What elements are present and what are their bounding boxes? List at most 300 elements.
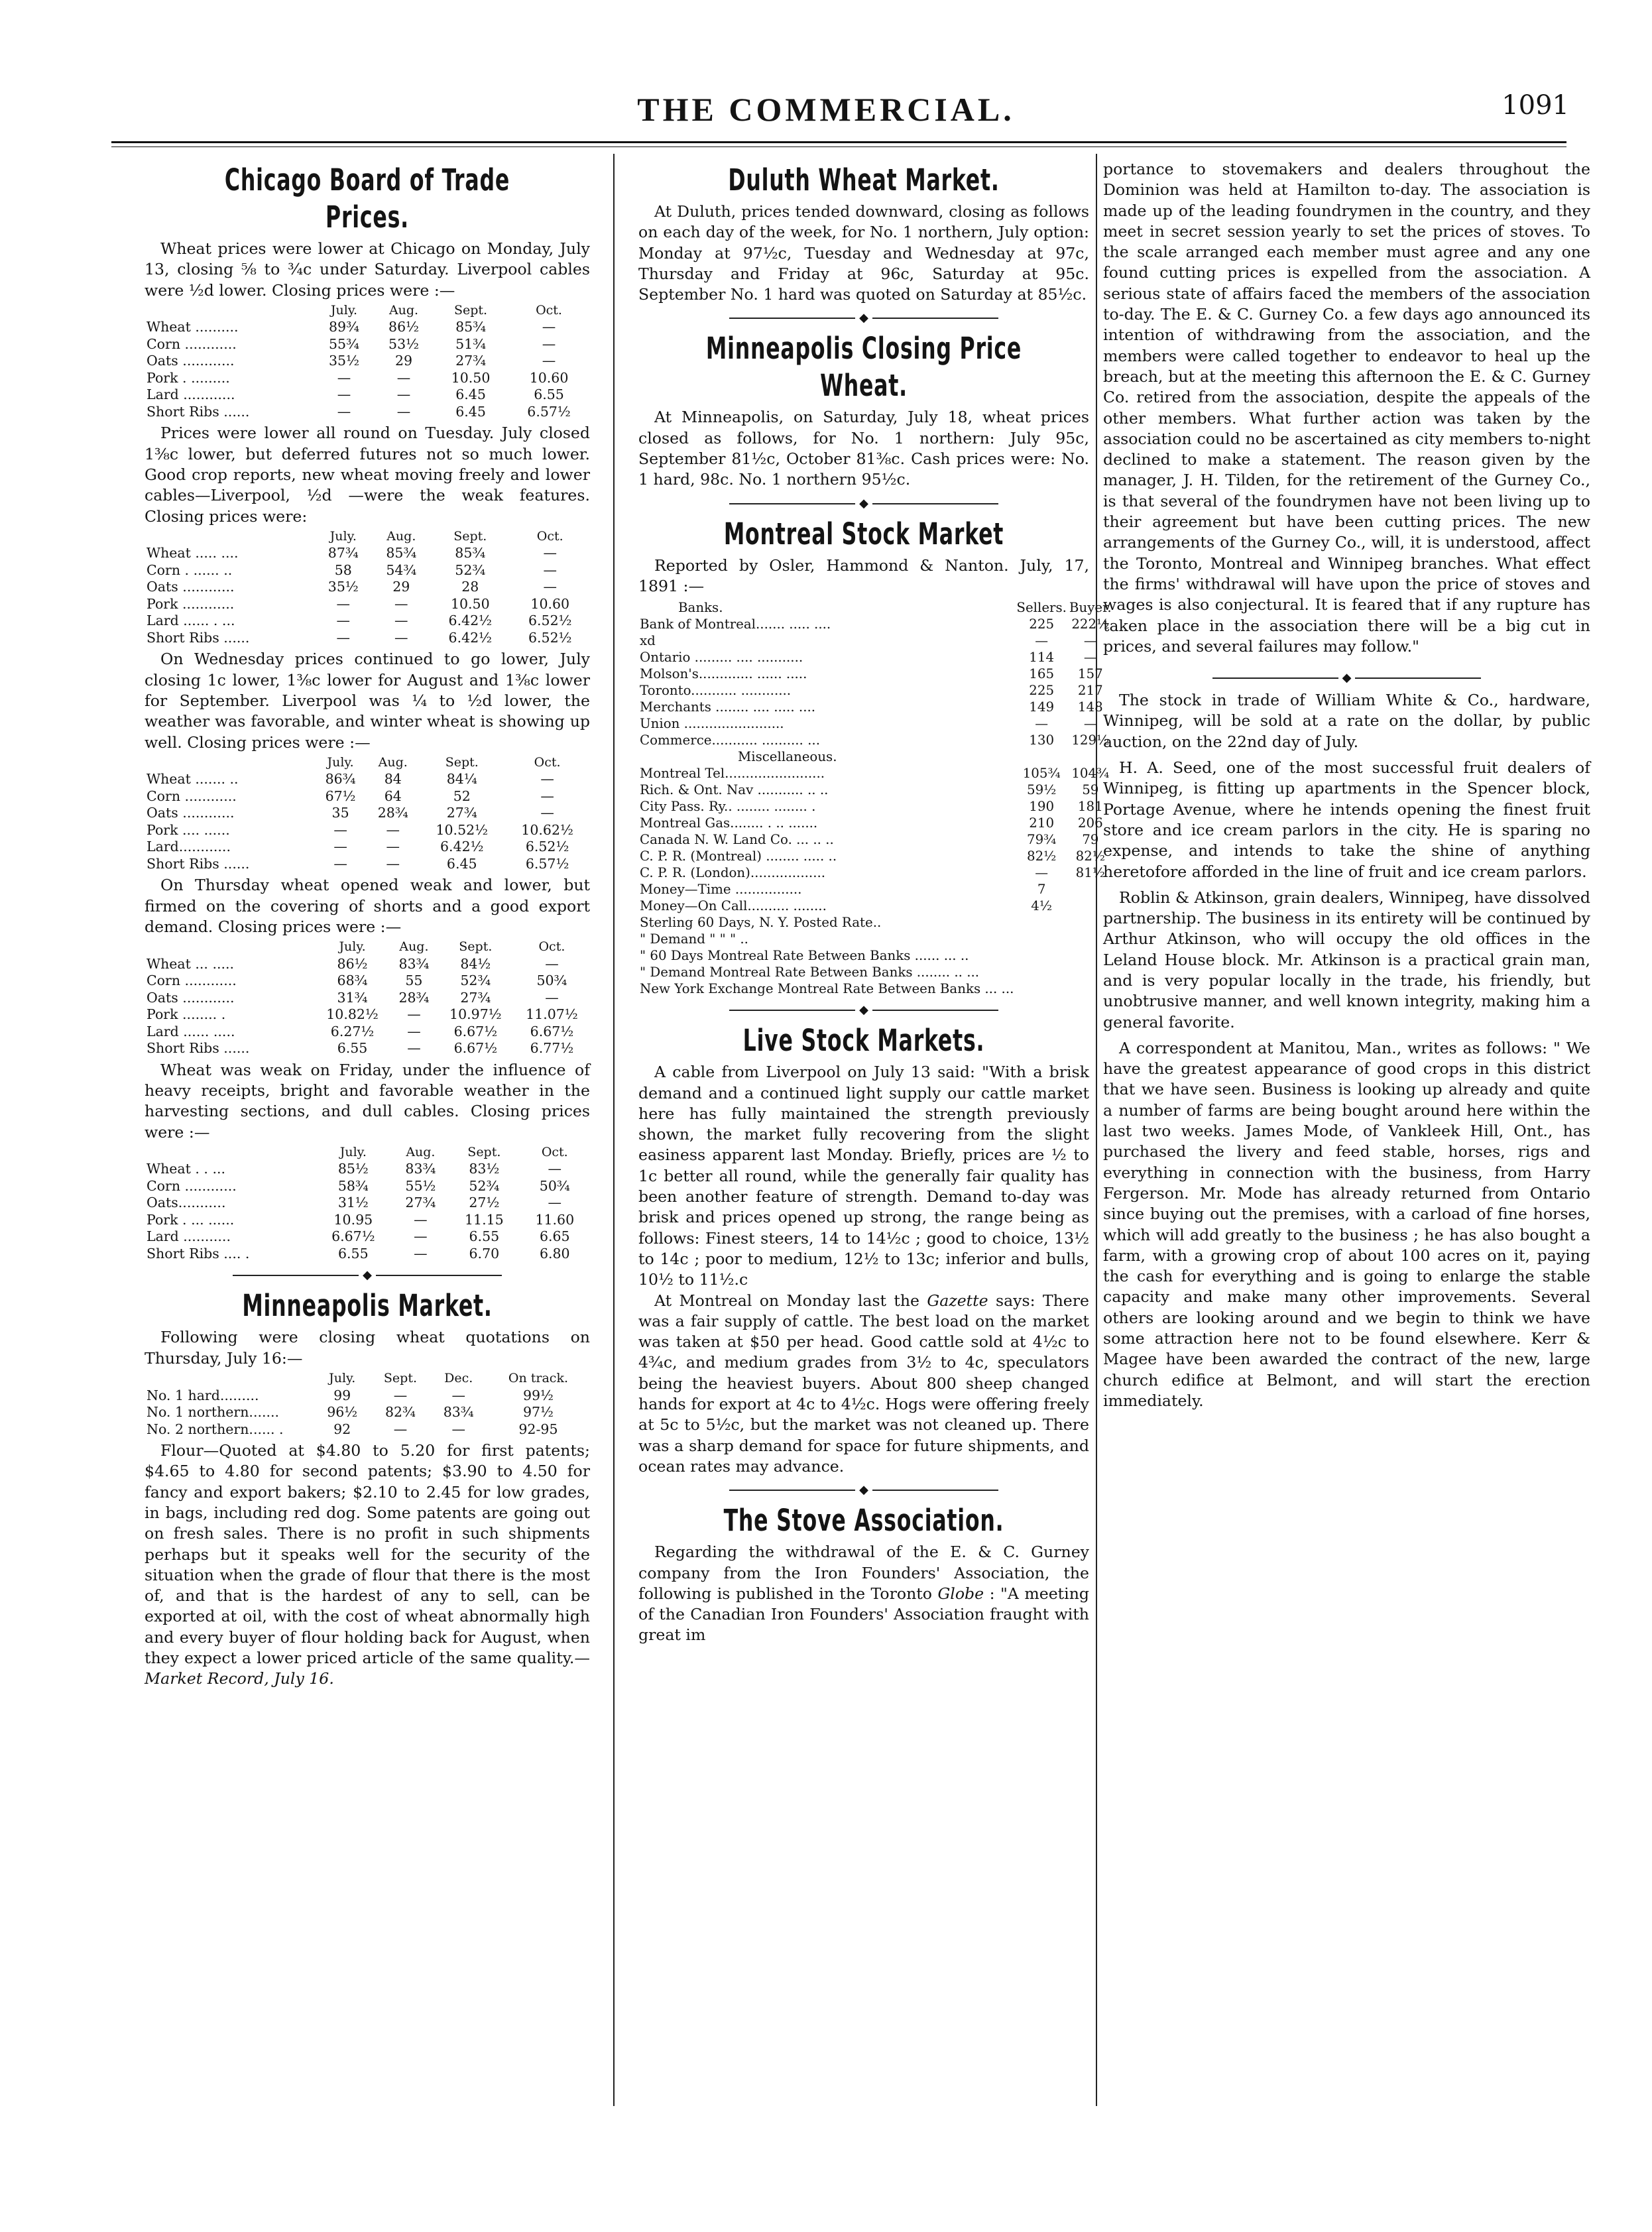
price-cell: Buyer. [1069, 600, 1112, 616]
table-row [638, 632, 1113, 649]
price-cell: 6.67½ [331, 1228, 375, 1245]
row-label: Wheat . . ... [147, 1161, 225, 1177]
table-row [145, 1404, 590, 1421]
table-row [145, 386, 590, 404]
price-cell: — [394, 595, 408, 612]
price-cell: 217 [1077, 683, 1103, 699]
column-2 [638, 159, 1112, 1646]
price-cell: 6.77½ [530, 1040, 574, 1057]
masthead-title: THE COMMERCIAL. [637, 91, 1015, 128]
price-cell: 6.42½ [448, 613, 493, 629]
price-cell: 11.07½ [526, 1006, 578, 1023]
row-label: Pork .... ...... [147, 821, 230, 838]
price-cell: 10.60 [529, 369, 569, 386]
price-cell: — [396, 369, 411, 386]
table-row [145, 562, 590, 579]
table-row [145, 1212, 590, 1229]
price-cell: 10.82½ [326, 1006, 379, 1023]
price-cell: Aug. [406, 1144, 436, 1159]
price-cell: — [407, 1023, 421, 1039]
table-row [145, 1246, 590, 1263]
price-cell: — [407, 1006, 421, 1023]
price-cell: 29 [394, 353, 413, 369]
price-cell: Oct. [534, 754, 561, 770]
price-cell: 52¾ [460, 972, 491, 989]
price-cell [1015, 964, 1068, 980]
table-row [638, 666, 1113, 682]
column-1 [145, 159, 590, 1690]
masthead-rule-thick [111, 141, 1566, 143]
price-cell [1015, 748, 1068, 765]
column-divider [613, 154, 615, 2106]
chicago-table-monday [145, 302, 590, 421]
price-cell: 64 [384, 788, 402, 804]
price-cell: 89¾ [329, 319, 359, 335]
price-cell: 6.80 [539, 1245, 570, 1262]
price-cell: 165 [1029, 666, 1055, 682]
price-cell: 87¾ [327, 545, 359, 561]
row-label: Pork ............ [147, 595, 235, 612]
minneapolis-market-heading: Minneapolis Market. [242, 1288, 493, 1324]
price-cell: 35½ [329, 353, 359, 369]
price-cell: 52¾ [469, 1177, 500, 1194]
price-cell: 10.50 [450, 595, 490, 612]
price-cell: 4½ [1031, 898, 1053, 914]
row-label: Pork . ... ...... [147, 1211, 235, 1228]
price-cell: 81½ [1075, 865, 1105, 881]
table-row [638, 699, 1113, 715]
row-label: Money—On Call.......... ........ [640, 898, 827, 914]
price-cell: Aug. [386, 528, 416, 544]
price-cell: 206 [1077, 815, 1103, 831]
row-label [145, 754, 314, 772]
price-cell: 83½ [469, 1161, 500, 1177]
table-row [145, 956, 590, 973]
price-cell: 58 [334, 561, 352, 578]
note-manitou: A correspondent at Manitou, Man., writes as follows: " We have the greatest appearance of good crops in this district that we have seen. Business is looking up already and quite a number of farms are being bought around here within the last two weeks. James Mode, of Vankleek Hill, Ont., has purchased the livery and feed stable, horses, rigs and everything in connection with the business, from Harry Fergerson. Mr. Mode has already returned from Ontario since buying out the premises, with a carload of fine horses, which will add greatly to the business ; he has also bought a farm, with a growing crop of about 100 acres on it, paying the cash for everything and is going to enlarge the stable capacity and make many other improvements. Several others are looking around and we begin to think we have some attraction here not to be found elsewhere. Kerr & Magee have been awarded the contract of the new, large church edifice at Belmont, and will start the erection immediately. [1103, 1038, 1590, 1410]
row-label: Union ........................ [640, 716, 784, 732]
masthead [0, 90, 1652, 130]
price-cell: — [540, 771, 554, 788]
table-row [638, 831, 1113, 848]
row-label: " 60 Days Montreal Rate Between Banks ...... ... .. [640, 948, 969, 964]
row-label: Wheat ... ..... [147, 955, 235, 972]
minneapolis-closing-heading: Minneapolis Closing Price Wheat. [705, 331, 1022, 404]
price-cell: 114 [1029, 650, 1055, 666]
table-row [145, 319, 590, 336]
ornament-divider: ◆ [638, 497, 1089, 510]
price-cell: 6.55 [534, 386, 564, 403]
chicago-heading: Chicago Board of Trade Prices. [224, 162, 510, 235]
ornament-divider: ◆ [638, 1004, 1089, 1017]
chicago-table-tuesday [145, 528, 590, 647]
chicago-wednesday: On Wednesday prices continued to go lower, July closing 1c lower, 1⅜c lower for August and 1⅜c lower for September. Liverpool was ¼ to ½d lower, the weather was favorable, and winter wheat is showing up well. Closing prices were :— [145, 650, 590, 752]
table-row [145, 353, 590, 370]
stove-text-2: : "A meeting of the Canadian Iron Founders' Association fraught with great im [638, 1584, 1089, 1645]
row-label: C. P. R. (London).................. [640, 865, 826, 881]
price-cell [1015, 980, 1068, 997]
row-label: Lard ...... ..... [147, 1023, 235, 1039]
montreal-intro: Reported by Osler, Hammond & Nanton. July, 17, 1891 :— [638, 556, 1089, 595]
row-label: Miscellaneous. [738, 749, 837, 765]
row-label: Lard ........... [147, 1228, 231, 1245]
row-label: Short Ribs ...... [147, 403, 250, 420]
price-cell: 83¾ [443, 1404, 474, 1421]
stove-text: Regarding the withdrawal of the E. & C. Gurney company from the Iron Founders' Association, the following is published in the Toronto [638, 1543, 1089, 1603]
price-cell: — [540, 788, 554, 804]
price-cell: 31½ [337, 1195, 369, 1211]
table-row [145, 1228, 590, 1246]
row-label: Oats ............ [147, 579, 235, 595]
price-cell: 157 [1077, 666, 1103, 682]
price-cell: Aug. [399, 939, 429, 955]
price-cell: Oct. [536, 528, 563, 544]
table-header-row [145, 1144, 590, 1161]
price-cell: 59½ [1026, 782, 1057, 798]
livestock-montreal-text-2: says: There was a fair supply of cattle. The best load on the market was taken at $50 per head. Good cattle sold at 4½c to 4¾c, and medium grades from 3½ to 4c, speculators being the heaviest buyers. About 800 sheep changed hands for export at 4c to 4½c. Hogs were offering freely at 5c to 5½c, but the market was not cleaned up. There was a sharp demand for space for future shipments, and ocean rates may advance. [638, 1291, 1089, 1476]
row-label: Wheat ....... .. [147, 771, 239, 788]
table-row [145, 336, 590, 353]
price-cell: 79¾ [1026, 832, 1057, 848]
row-label: Ontario ......... .... ........... [640, 650, 803, 666]
price-cell: 6.52½ [528, 629, 572, 646]
row-label [145, 939, 314, 956]
price-cell: 85½ [337, 1161, 369, 1177]
table-row [638, 732, 1113, 748]
row-label: " Demand Montreal Rate Between Banks ........ .. ... [640, 965, 980, 980]
row-label: Short Ribs ...... [147, 855, 250, 872]
table-row [145, 856, 590, 873]
ornament-divider: ◆ [145, 1269, 590, 1282]
montreal-heading: Montreal Stock Market [723, 516, 1004, 552]
price-cell: — [394, 629, 408, 646]
price-cell: 55½ [405, 1177, 436, 1194]
table-row [145, 613, 590, 630]
table-header-row [638, 599, 1113, 616]
price-cell: 148 [1077, 699, 1103, 715]
table-row [638, 682, 1113, 699]
price-cell: — [414, 1228, 428, 1245]
price-cell: July. [339, 1144, 367, 1159]
row-label: C. P. R. (Montreal) ........ ..... .. [640, 849, 837, 864]
price-cell: 27¾ [405, 1195, 436, 1211]
stove-paragraph [638, 1542, 1089, 1645]
price-cell: 6.45 [446, 855, 477, 872]
price-cell: 190 [1029, 799, 1055, 815]
price-cell: — [393, 1387, 408, 1403]
price-cell: Sept. [445, 754, 479, 770]
table-row [638, 881, 1113, 898]
table-row [145, 1195, 590, 1212]
table-row [145, 404, 590, 421]
price-cell: 6.42½ [448, 629, 493, 646]
note-roblin-atkinson: Roblin & Atkinson, grain dealers, Winnipeg, have dissolved partnership. The business in its entirety will be continued by Arthur Atkinson, who will occupy the old offices in the Leland House block. Mr. Atkinson is a practical grain man, and is very popular locally in the trade, his friendly, but unobtrusive manner, and well known integrity, making him a general favorite. [1103, 888, 1590, 1031]
table-row [145, 805, 590, 822]
price-cell: 10.50 [451, 369, 491, 386]
price-cell: — [393, 1421, 408, 1437]
row-label: Montreal Gas........ . .. ....... [640, 815, 818, 831]
price-cell: 130 [1029, 733, 1055, 748]
price-cell: — [386, 855, 400, 872]
price-cell: July. [330, 302, 358, 318]
price-cell: 225 [1029, 683, 1055, 699]
flour-paragraph [145, 1440, 590, 1690]
table-row [638, 980, 1113, 997]
table-row [145, 1421, 590, 1439]
row-label [145, 1144, 314, 1161]
minneapolis-closing-paragraph: At Minneapolis, on Saturday, July 18, wheat prices closed as follows, for No. 1 northern: July 95c, September 81½c, October 81⅜c. Cash prices were: No. 1 hard, 98c. No. 1 northern 95½c. [638, 408, 1089, 489]
table-row [145, 1040, 590, 1057]
price-cell: 96½ [327, 1404, 358, 1421]
price-cell: 6.45 [455, 386, 486, 403]
table-row [638, 715, 1113, 732]
price-cell: 84½ [460, 955, 491, 972]
price-cell: 7 [1037, 882, 1046, 898]
table-row [145, 822, 590, 839]
price-cell: Sellers. [1016, 600, 1067, 616]
price-cell: 27¾ [446, 805, 477, 821]
price-cell: — [451, 1421, 465, 1437]
price-cell: 6.70 [469, 1245, 500, 1262]
row-label: No. 2 northern...... . [147, 1421, 284, 1437]
row-label: Corn ............ [147, 1177, 237, 1194]
table-row [638, 914, 1113, 931]
price-cell: — [336, 629, 351, 646]
livestock-montreal [638, 1291, 1089, 1478]
row-label [145, 1370, 314, 1387]
row-label: City Pass. Ry.. ........ ........ . [640, 799, 816, 815]
price-cell: 6.52½ [525, 839, 569, 855]
table-row [638, 765, 1113, 782]
ornament-divider: ◆ [638, 1484, 1089, 1497]
row-label: Lard ............ [147, 386, 235, 403]
price-cell: 52¾ [455, 561, 486, 578]
row-label: Oats ............ [147, 805, 235, 821]
chicago-tuesday: Prices were lower all round on Tuesday. July closed 1⅜c lower, but deferred futures not so much lower. Good crop reports, new wheat moving freely and lower cables—Liverpool, ½d —were the weak features. Closing prices were: [145, 424, 590, 526]
table-row [638, 815, 1113, 831]
price-cell: 28¾ [377, 805, 408, 821]
table-row [145, 1178, 590, 1195]
row-label: Corn ............ [147, 788, 237, 804]
ornament-divider: ◆ [638, 312, 1089, 325]
livestock-liverpool: A cable from Liverpool on July 13 said: "With a brisk demand and a continued light supply our cattle market here has fully maintained the strength previously shown, the market fully recovering from the slight easiness apparent last Monday. Briefly, prices are ½ to 1c better all round, while the generally fair quality has been another feature of strength. Demand to-day was brisk and prices opened up strong, the range being as follows: Finest steers, 14 to 14½c ; good to choice, 13½ to 14c ; poor to medium, 12½ to 13c; inferior and bulls, 10½ to 11½.c [638, 1063, 1089, 1289]
price-cell: — [545, 955, 559, 972]
table-row [145, 839, 590, 856]
row-label: Oats ............ [147, 989, 235, 1006]
row-label: Sterling 60 Days, N. Y. Posted Rate.. [640, 915, 882, 931]
table-row [145, 596, 590, 613]
price-cell: 6.55 [469, 1228, 500, 1245]
row-label: Short Ribs ...... [147, 629, 250, 646]
price-cell: — [336, 595, 351, 612]
price-cell: 6.55 [338, 1245, 369, 1262]
price-cell: — [396, 386, 411, 403]
price-cell: 82½ [1075, 849, 1105, 864]
price-cell: 10.62½ [521, 821, 573, 838]
price-cell: 10.52½ [436, 821, 489, 838]
table-header-row [145, 754, 590, 772]
row-label: Molson's............. ...... ..... [640, 666, 807, 682]
price-cell: On track. [508, 1371, 568, 1386]
table-row [638, 964, 1113, 980]
price-cell: — [336, 613, 351, 629]
table-row [145, 990, 590, 1007]
price-cell: 222½ [1071, 617, 1110, 632]
row-label: Toronto........... ............ [640, 683, 792, 699]
price-cell: 27¾ [455, 353, 487, 369]
price-cell: Dec. [444, 1371, 473, 1386]
row-label: Canada N. W. Land Co. ... .. .. [640, 832, 834, 848]
price-cell: Aug. [378, 754, 408, 770]
price-cell: 105¾ [1022, 766, 1061, 782]
ornament-divider: ◆ [1103, 672, 1590, 685]
price-cell: 27½ [469, 1195, 500, 1211]
price-cell: 11.15 [465, 1211, 504, 1228]
price-cell: 6.27½ [330, 1023, 375, 1039]
price-cell: — [337, 369, 351, 386]
price-cell: 6.57½ [525, 855, 569, 872]
price-cell: — [543, 579, 557, 595]
table-row [145, 630, 590, 647]
row-label: No. 1 hard......... [147, 1387, 259, 1403]
row-label [145, 302, 314, 320]
table-header-row [145, 528, 590, 546]
price-cell: 67½ [325, 788, 356, 804]
price-cell [1015, 931, 1068, 947]
price-cell: July. [329, 1371, 356, 1386]
price-cell: 58¾ [337, 1177, 369, 1194]
price-cell: 83¾ [405, 1161, 436, 1177]
table-row [145, 1387, 590, 1405]
table-row [638, 848, 1113, 864]
chicago-table-friday [145, 1144, 590, 1263]
price-cell: 83¾ [398, 955, 430, 972]
price-cell: 225 [1029, 617, 1055, 632]
row-label: Pork . ......... [147, 369, 230, 386]
table-row [145, 545, 590, 562]
row-label: Corn ............ [147, 335, 237, 352]
table-row [638, 782, 1113, 798]
montreal-stock-table [638, 599, 1113, 997]
price-cell: 10.97½ [449, 1006, 502, 1023]
price-cell: — [542, 353, 556, 369]
price-cell: 86¾ [325, 771, 356, 788]
table-row [145, 788, 590, 805]
row-label: Oats ............ [147, 353, 235, 369]
row-label: Lard............ [147, 839, 231, 855]
table-row [145, 771, 590, 788]
price-cell: 50¾ [536, 972, 567, 989]
row-label: Lard ...... . ... [147, 613, 235, 629]
chicago-friday: Wheat was weak on Friday, under the influence of heavy receipts, bright and favorable weather in the harvesting sections, and dull cables. Closing prices were :— [145, 1060, 590, 1142]
price-cell: 55¾ [329, 335, 359, 352]
price-cell: 52 [453, 788, 471, 804]
price-cell: 11.60 [535, 1211, 575, 1228]
price-cell: 97½ [522, 1404, 554, 1421]
price-cell: July. [339, 939, 366, 955]
price-cell: — [386, 821, 400, 838]
stove-heading: The Stove Association. [723, 1503, 1004, 1539]
price-cell: — [396, 403, 411, 420]
table-row [145, 1161, 590, 1178]
price-cell: 28 [461, 579, 479, 595]
chicago-table-thursday [145, 939, 590, 1057]
row-label [145, 528, 314, 546]
price-cell: Aug. [388, 302, 419, 318]
price-cell: July. [329, 528, 357, 544]
price-cell: — [407, 1040, 421, 1057]
price-cell: 35 [331, 805, 349, 821]
price-cell: Sept. [467, 1144, 501, 1159]
price-cell: 6.67½ [530, 1023, 574, 1039]
price-cell: — [1035, 633, 1049, 649]
price-cell: Sept. [459, 939, 493, 955]
livestock-montreal-text: At Montreal on Monday last the [654, 1291, 927, 1310]
price-cell [1015, 914, 1068, 931]
table-row [145, 1024, 590, 1041]
price-cell: — [1035, 865, 1049, 881]
minneapolis-intro: Following were closing wheat quotations on Thursday, July 16:— [145, 1328, 590, 1368]
price-cell: — [540, 805, 554, 821]
table-row [638, 649, 1113, 666]
price-cell: 29 [392, 579, 410, 595]
row-label: No. 1 northern....... [147, 1404, 280, 1421]
price-cell: 68¾ [337, 972, 368, 989]
price-cell: Sept. [453, 528, 487, 544]
table-row [145, 370, 590, 387]
price-cell: — [414, 1245, 428, 1262]
price-cell: — [1083, 633, 1097, 649]
flour-text: Flour—Quoted at $4.80 to 5.20 for first patents; $4.65 to 4.80 for second patents; $3.90 to 4.50 for fancy and export bakers; $2.10 to 2.45 for low grades, in bags, including red dog. Some patents are going out on fresh sales. There is no profit in such shipments perhaps but it speaks well for the security of the situation when the grade of flour that there is the most of, and that is the hardest of any to sell, can be exported at oil, with the cost of wheat abnormally high and every buyer of flour holding back for August, when they expect a lower priced article of the same quality.— [145, 1441, 590, 1667]
table-row [638, 616, 1113, 632]
globe-name: Globe [937, 1584, 984, 1603]
price-cell: 50¾ [539, 1177, 570, 1194]
row-label: Wheat ..... .... [147, 545, 239, 561]
column-divider [1096, 154, 1097, 2106]
table-row [638, 864, 1113, 881]
chicago-table-wednesday [145, 754, 590, 873]
price-cell: 210 [1029, 815, 1055, 831]
stove-continuation: portance to stovemakers and dealers throughout the Dominion was held at Hamilton to-day. The association is made up of the leading foundrymen in the country, and they meet in secret session yearly to set the prices of stoves. To the scale arranged each member must agree and any one found cutting prices is expelled from the association. A serious state of affairs faced the members of the association to-day. The E. & C. Gurney Co. a few days ago announced its intention of withdrawing from the association, and the members were called together to endeavor to heal up the breach, but at the meeting this afternoon the E. & C. Gurney Co. retired from the association, despite the appeals of the other members. What further action was taken by the association could no be ascertained as city members to-night declined to make a statement. The reason given by the manager, J. H. Tilden, for the retirement of the Gurney Co., is that several of the foundrymen have not been living up to their agreement but have been cutting prices. The new arrangements of the Gurney Co., will, it is understood, affect the Toronto, Montreal and Winnipeg branches. What effect the firms' withdrawal will have upon the price of stoves and wages is also conjectural. It is feared that if any rupture has taken place in the association there will be a big cut in prices, and several failures may follow." [1103, 160, 1590, 656]
row-label: Oats........... [147, 1195, 226, 1211]
chicago-intro: Wheat prices were lower at Chicago on Monday, July 13, closing ⅝ to ¾c under Saturday. Liverpool cables were ½d lower. Closing prices were :— [145, 239, 590, 300]
price-cell: 86½ [388, 319, 419, 335]
table-row [145, 972, 590, 990]
price-cell: — [1035, 716, 1049, 732]
price-cell: — [542, 335, 556, 352]
price-cell: 104¾ [1071, 766, 1110, 782]
price-cell: — [414, 1211, 428, 1228]
price-cell: 10.95 [333, 1211, 373, 1228]
duluth-paragraph: At Duluth, prices tended downward, closing as follows on each day of the week, for No. 1 northern, July option: Monday at 97½c, Tuesday and Wednesday at 97c, Thursday and Friday at 96c, Saturday at 95c. September No. 1 hard was quoted on Saturday at 85½c. [638, 202, 1089, 304]
price-cell: 85¾ [455, 319, 487, 335]
table-row [145, 579, 590, 596]
table-row [638, 931, 1113, 947]
price-cell: 181 [1077, 799, 1103, 815]
price-cell: — [333, 839, 347, 855]
chicago-thursday: On Thursday wheat opened weak and lower, but firmed on the covering of shorts and a good export demand. Closing prices were :— [145, 876, 590, 936]
note-white-co: The stock in trade of William White & Co., hardware, Winnipeg, will be sold at a rate on the dollar, by public auction, on the 22nd day of July. [1103, 691, 1590, 751]
price-cell: — [337, 403, 351, 420]
row-label: Corn . ...... .. [147, 561, 233, 578]
row-label: Short Ribs .... . [147, 1245, 250, 1262]
duluth-heading: Duluth Wheat Market. [728, 162, 1000, 198]
price-cell: — [333, 821, 347, 838]
price-cell: 6.52½ [528, 613, 572, 629]
price-cell: 6.57½ [527, 403, 571, 420]
table-header-row [145, 939, 590, 956]
price-cell: 92 [333, 1421, 351, 1437]
